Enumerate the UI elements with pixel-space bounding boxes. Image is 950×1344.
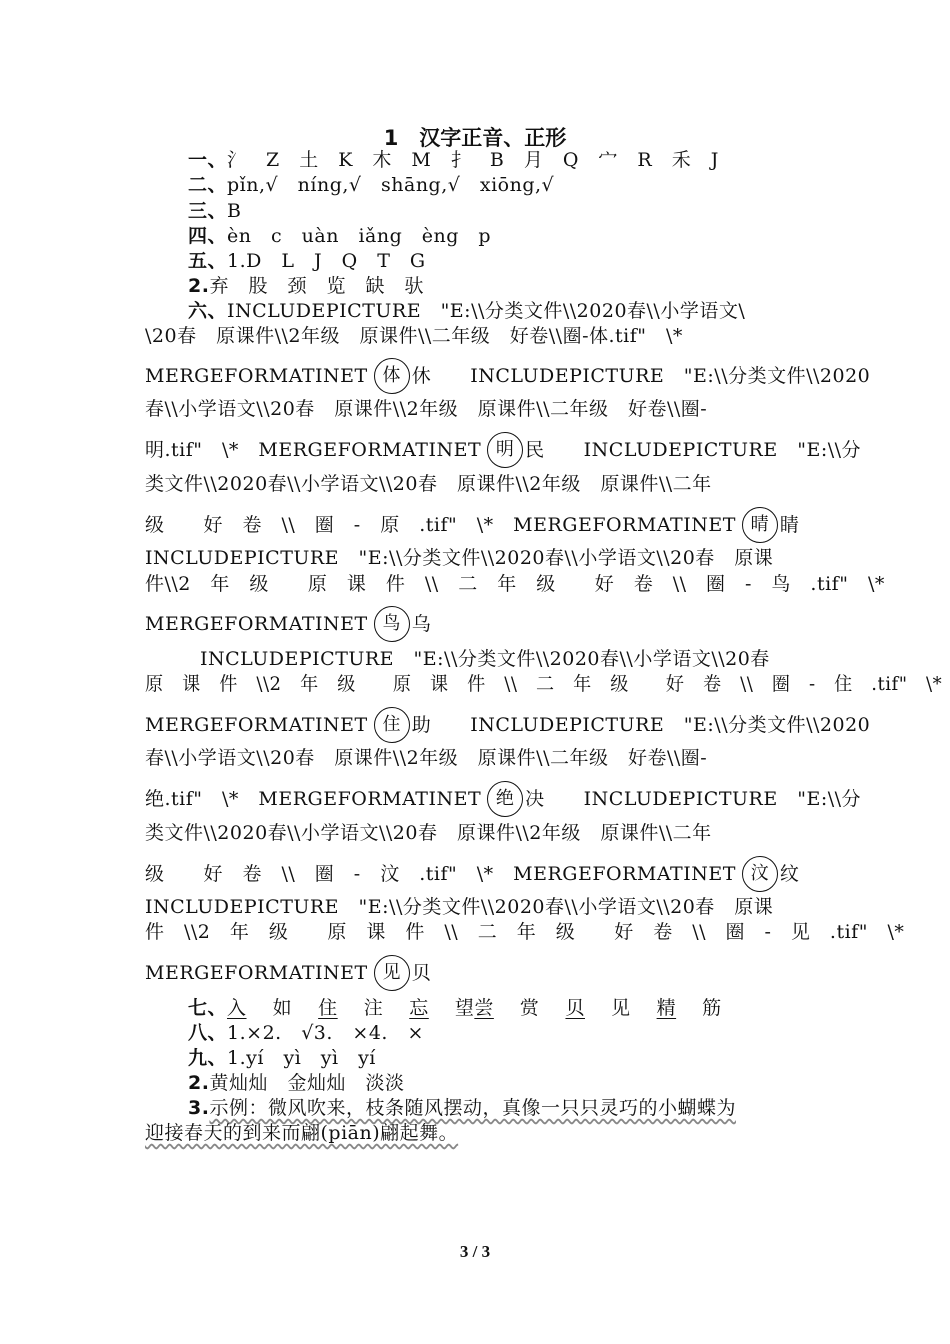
answer-4-text: èn c uàn iǎng èng p <box>227 225 492 247</box>
word: 赏 <box>519 997 540 1019</box>
answer-9-part3 <box>188 1096 853 1121</box>
word: 筋 <box>702 997 722 1019</box>
word: 忘 <box>409 997 429 1019</box>
answer-9-text3a: 示例：微风吹来，枝条随风摆动，真像一只只灵巧的小蝴蝶为 <box>209 1097 736 1119</box>
text-6-l17b: 纹 <box>779 863 800 885</box>
circled-char: 汶 <box>742 856 778 892</box>
answer-6-l6: 类文件\\2020春\\小学语文\\20春 原课件\\2年级 原课件\\二年 <box>145 473 712 495</box>
page-title: 1 汉字正音、正形 <box>383 126 567 150</box>
answer-2-text: pǐn,√ níng,√ shāng,√ xiōng,√ <box>227 174 555 196</box>
word: 如 <box>272 997 293 1019</box>
text-6-l3a: MERGEFORMATINET <box>145 365 368 387</box>
answer-9-text2: 黄灿灿 金灿灿 淡淡 <box>209 1072 405 1094</box>
answer-6-l15 <box>145 779 862 819</box>
word: 入 <box>227 997 247 1019</box>
word: 贝 <box>565 997 585 1019</box>
label-4: 四、 <box>188 225 228 247</box>
answer-5-text2: 弃 股 颈 览 缺 驮 <box>209 275 424 297</box>
circled-char: 住 <box>374 707 410 743</box>
answer-6-l4: 春\\小学语文\\20春 原课件\\2年级 原课件\\二年级 好卷\\圈- <box>145 398 708 420</box>
answer-7 <box>188 996 853 1021</box>
num-5-2: 2. <box>188 275 210 297</box>
label-7: 七、 <box>188 997 228 1019</box>
label-1: 一、 <box>188 149 228 171</box>
label-3: 三、 <box>188 200 228 222</box>
text-6-l15a: 绝.tif" \* MERGEFORMATINET <box>145 788 482 810</box>
num-9-2: 2. <box>188 1072 210 1094</box>
circled-char: 鸟 <box>374 606 410 642</box>
circled-char: 明 <box>487 432 523 468</box>
answer-6-l16: 类文件\\2020春\\小学语文\\20春 原课件\\2年级 原课件\\二年 <box>145 822 712 844</box>
answer-6-l1 <box>188 299 853 324</box>
answer-6-l20 <box>145 953 810 993</box>
answer-6-l5 <box>145 430 862 470</box>
text-6-l10b: 乌 <box>411 613 432 635</box>
answer-6-l10 <box>145 604 810 644</box>
answer-9-text3b: 迎接春天的到来而翩(piān)翩起舞。 <box>145 1122 459 1144</box>
text-6-l7b: 睛 <box>779 514 800 536</box>
word: 注 <box>363 997 384 1019</box>
label-8: 八、 <box>188 1022 228 1044</box>
text-6-l15b: 决 INCLUDEPICTURE "E:\\分 <box>525 788 862 810</box>
answer-8 <box>188 1021 853 1046</box>
answer-6-l8: INCLUDEPICTURE "E:\\分类文件\\2020春\\小学语文\\20春 原课 <box>145 547 774 569</box>
text-6-l13b: 助 INCLUDEPICTURE "E:\\分类文件\\2020 <box>411 714 871 736</box>
answer-6-l9: 件\\2 年 级 原 课 件 \\ 二 年 级 好 卷 \\ 圈 - 鸟 .tif" \* <box>145 573 885 595</box>
answer-2 <box>188 173 853 198</box>
answer-6-l19: 件 \\2 年 级 原 课 件 \\ 二 年 级 好 卷 \\ 圈 - 见 .tif" \* <box>145 921 905 943</box>
answer-6-l7 <box>145 505 810 545</box>
answer-6-l13 <box>145 705 871 745</box>
answer-6-l3 <box>145 356 871 396</box>
num-9-3: 3. <box>188 1097 210 1119</box>
label-6: 六、 <box>188 300 228 322</box>
answer-6-l14: 春\\小学语文\\20春 原课件\\2年级 原课件\\二年级 好卷\\圈- <box>145 747 708 769</box>
answer-9 <box>188 1046 853 1071</box>
label-2: 二、 <box>188 174 228 196</box>
label-5: 五、 <box>188 250 228 272</box>
text-6-l20a: MERGEFORMATINET <box>145 962 368 984</box>
text-6-l1: INCLUDEPICTURE "E:\\分类文件\\2020春\\小学语文\ <box>227 300 746 322</box>
word: 望 <box>454 997 475 1019</box>
circled-char: 见 <box>374 955 410 991</box>
answer-5 <box>188 249 853 274</box>
circled-char: 体 <box>374 358 410 394</box>
answer-6-l2: \20春 原课件\\2年级 原课件\\二年级 好卷\\圈-体.tif" \* <box>145 325 683 347</box>
word: 住 <box>318 997 338 1019</box>
text-6-l5b: 民 INCLUDEPICTURE "E:\\分 <box>525 439 862 461</box>
answer-9-part2 <box>188 1071 853 1096</box>
answer-6-l12: 原 课 件 \\2 年 级 原 课 件 \\ 二 年 级 好 卷 \\ 圈 - 住 .tif" \* <box>145 673 943 695</box>
text-6-l5a: 明.tif" \* MERGEFORMATINET <box>145 439 482 461</box>
text-6-l3b: 休 INCLUDEPICTURE "E:\\分类文件\\2020 <box>411 365 871 387</box>
answer-1-text: 氵 Z 土 K 木 M 扌 B 月 Q 宀 R 禾 J <box>227 149 719 171</box>
circled-char: 晴 <box>742 507 778 543</box>
label-9: 九、 <box>188 1047 228 1069</box>
answer-9-part3b <box>145 1121 810 1146</box>
answer-8-text: 1.×2. √3. ×4. × <box>227 1022 424 1044</box>
answer-3 <box>188 199 853 224</box>
text-6-l7a: 级 好 卷 \\ 圈 - 原 .tif" \* MERGEFORMATINET <box>145 514 736 536</box>
word: 精 <box>656 997 677 1019</box>
text-6-l20b: 贝 <box>411 962 432 984</box>
text-6-l10a: MERGEFORMATINET <box>145 613 368 635</box>
answer-6-l18: INCLUDEPICTURE "E:\\分类文件\\2020春\\小学语文\\20春 原课 <box>145 896 774 918</box>
circled-char: 绝 <box>487 781 523 817</box>
answer-6-l11: INCLUDEPICTURE "E:\\分类文件\\2020春\\小学语文\\20春 <box>200 648 770 670</box>
word: 尝 <box>474 997 494 1019</box>
answer-5-part2 <box>188 274 853 299</box>
text-6-l13a: MERGEFORMATINET <box>145 714 368 736</box>
text-6-l17a: 级 好 卷 \\ 圈 - 汶 .tif" \* MERGEFORMATINET <box>145 863 736 885</box>
answer-5-text1: 1.D L J Q T G <box>227 250 426 272</box>
answer-4 <box>188 224 853 249</box>
answer-9-text1: 1.yí yì yì yí <box>227 1047 376 1069</box>
page-number: 3 / 3 <box>459 1242 491 1261</box>
word: 见 <box>611 997 631 1019</box>
answer-6-l17 <box>145 854 810 894</box>
answer-1 <box>188 148 853 173</box>
answer-3-text: B <box>227 200 242 222</box>
